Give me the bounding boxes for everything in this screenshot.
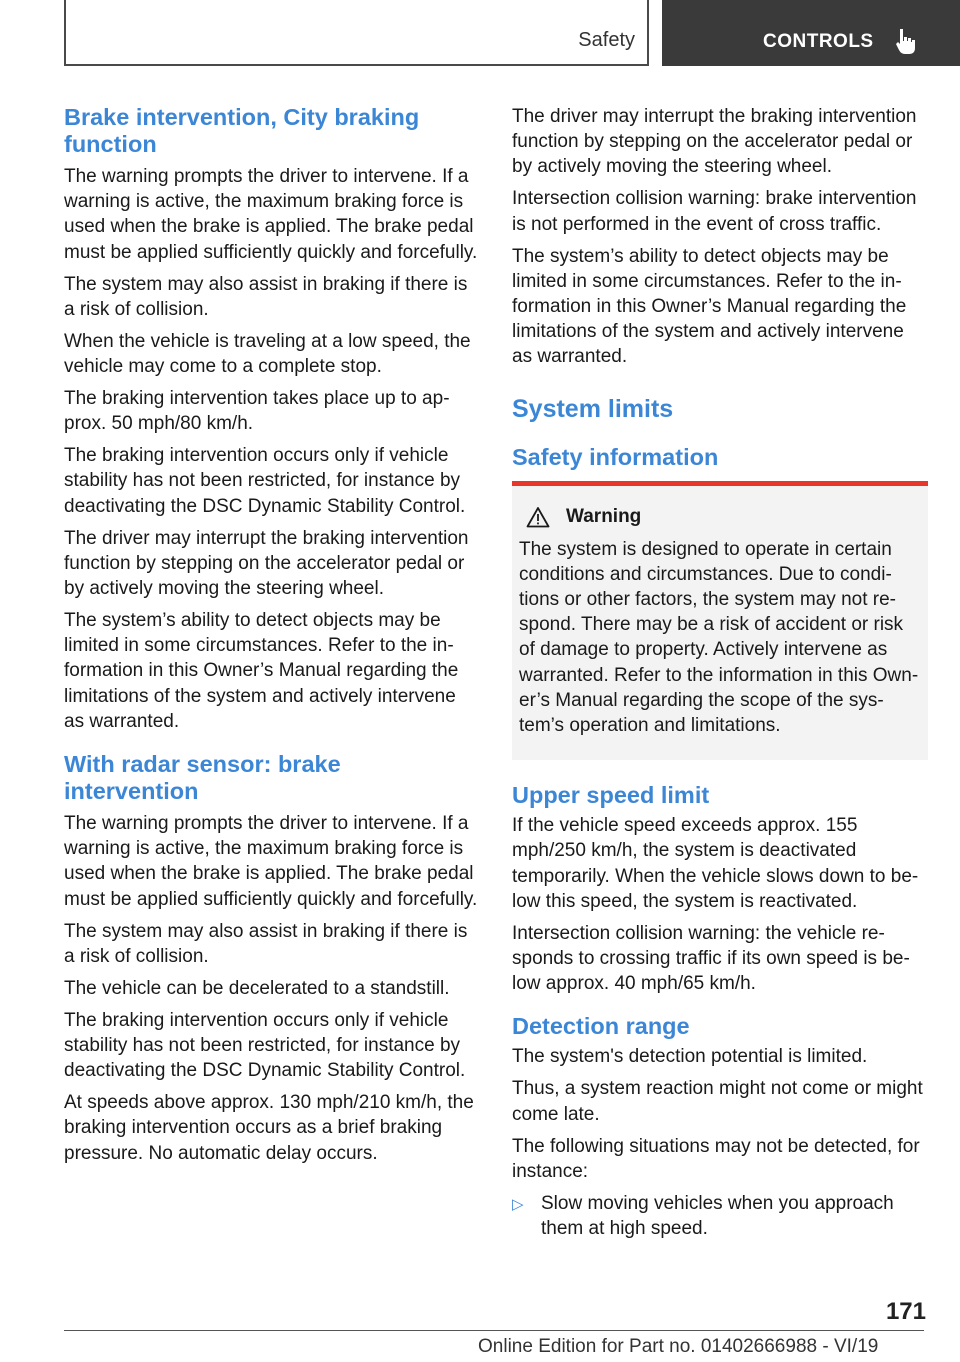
- paragraph: Thus, a system reaction might not come or might come late.: [512, 1078, 923, 1125]
- paragraph: The driver may interrupt the braking intervention function by stepping on the accelerator pedal or by actively moving the steering wheel.: [64, 527, 469, 600]
- paragraph: Intersection collision warning: brake intervention is not performed in the event of cross traffic.: [512, 188, 917, 235]
- paragraph: The following situations may not be detected, for instance:: [512, 1135, 920, 1182]
- paragraph: The vehicle can be decelerated to a standstill.: [64, 977, 450, 999]
- paragraph: The braking intervention occurs only if vehicle stability has not been restricted, for instance by deactivating the DSC Dynamic Stability Control.: [64, 445, 466, 517]
- paragraph: The system’s ability to detect objects may be limited in some circumstances. Refer to the information in this Owner’s Manual regarding the limitations of the system and actively intervene as warranted.: [64, 610, 459, 732]
- paragraph: The braking intervention takes place up to approx. 50 mph/80 km/h.: [64, 388, 450, 435]
- heading-radar-brake-intervention: With radar sensor: brake intervention: [64, 751, 341, 805]
- list-item: [512, 1191, 928, 1241]
- list-item-text: Slow moving vehicles when you approach them at high speed.: [541, 1192, 894, 1240]
- page-number: 171: [885, 1298, 926, 1325]
- warning-text: The system is designed to operate in certain conditions and circumstances. Due to conditions or other factors, the system may not respond. There may be a risk of accident or risk of damage to property. Actively intervene as warranted. Refer to the information in this Owner’s Manual regarding the scope of the system’s operation and limitations.: [519, 538, 919, 737]
- paragraph: The system's detection potential is limited.: [512, 1046, 868, 1068]
- warning-title: Warning: [566, 505, 642, 527]
- heading-detection-range: Detection range: [512, 1013, 690, 1040]
- paragraph: If the vehicle speed exceeds approx. 155 mph/250 km/h, the system is deactivated temporarily. When the vehicle slows down to below this speed, the system is reactivated.: [512, 815, 919, 912]
- paragraph: The braking intervention occurs only if vehicle stability has not been restricted, for instance by deactivating the DSC Dynamic Stability Control.: [64, 1009, 466, 1082]
- left-column: [64, 104, 478, 1173]
- right-column: [512, 104, 928, 1241]
- warning-title-row: [519, 506, 922, 528]
- paragraph: The driver may interrupt the braking intervention function by stepping on the accelerator pedal or by actively moving the steering wheel.: [512, 106, 917, 178]
- warning-triangle-icon: [526, 506, 550, 528]
- paragraph: The warning prompts the driver to intervene. If a warning is active, the maximum braking force is used when the brake is applied. The brake pedal must be applied sufficiently quickly and forcefully.: [64, 166, 478, 263]
- warning-box: [512, 481, 928, 761]
- header-section-box: [64, 0, 649, 66]
- footer-edition: Online Edition for Part no. 01402666988 - VI/19: [478, 1336, 879, 1357]
- paragraph: Intersection collision warning: the vehicle responds to crossing traffic if its own speed is below approx. 40 mph/65 km/h.: [512, 922, 910, 995]
- paragraph: The warning prompts the driver to intervene. If a warning is active, the maximum braking force is used when the brake is applied. The brake pedal must be applied sufficiently quickly and forcefully.: [64, 813, 478, 910]
- paragraph: When the vehicle is traveling at a low speed, the vehicle may come to a complete stop.: [64, 330, 471, 378]
- heading-system-limits: System limits: [512, 394, 674, 423]
- chapter-tab: [662, 0, 960, 66]
- paragraph: The system’s ability to detect objects may be limited in some circumstances. Refer to the information in this Owner’s Manual regarding the limitations of the system and actively intervene as warranted.: [512, 245, 907, 368]
- heading-upper-speed-limit: Upper speed limit: [512, 782, 710, 809]
- chapter-title: CONTROLS: [763, 31, 874, 52]
- paragraph: At speeds above approx. 130 mph/210 km/h, the braking intervention occurs as a brief braking pressure. No automatic delay occurs.: [64, 1092, 474, 1164]
- paragraph: The system may also assist in braking if there is a risk of collision.: [64, 920, 468, 967]
- triangle-right-icon: ▷: [512, 1195, 524, 1213]
- footer-divider: [64, 1330, 924, 1331]
- heading-brake-intervention-city: Brake intervention, City braking function: [64, 104, 420, 157]
- pointing-hand-icon: [892, 26, 922, 56]
- section-title: Safety: [578, 29, 635, 51]
- heading-safety-information: Safety information: [512, 443, 719, 470]
- paragraph: The system may also assist in braking if there is a risk of collision.: [64, 273, 468, 320]
